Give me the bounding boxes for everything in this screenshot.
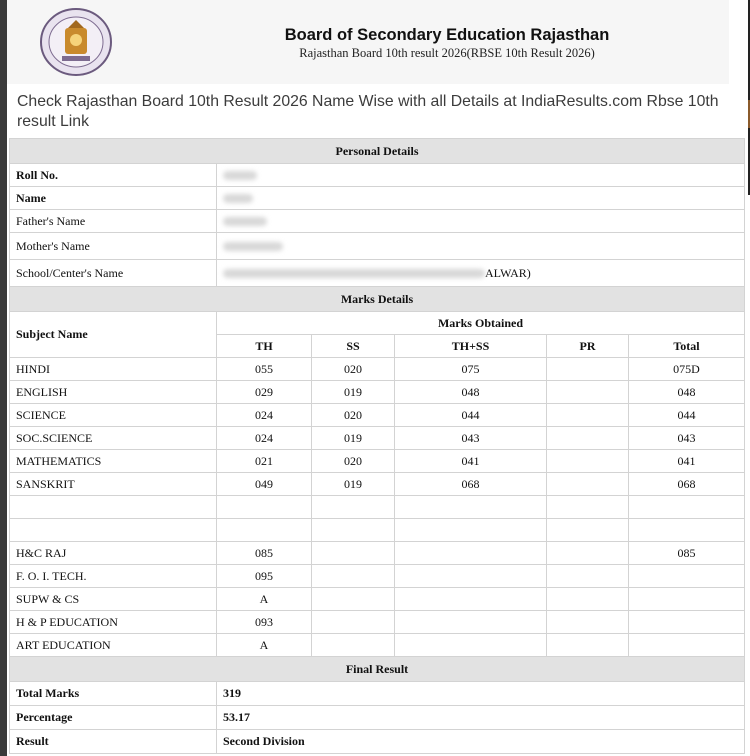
additional-subject-row [10, 565, 745, 588]
subject-ss: 019 [312, 427, 395, 450]
percentage-value: 53.17 [217, 706, 745, 730]
empty-row [10, 519, 745, 542]
subject-name: SCIENCE [10, 404, 217, 427]
subject-row [10, 381, 745, 404]
subject-th: 024 [217, 427, 312, 450]
subject-thss: 048 [395, 381, 547, 404]
additional-subject-th: A [217, 634, 312, 657]
additional-subject-row [10, 634, 745, 657]
percentage-label: Percentage [10, 706, 217, 730]
additional-subject-th: 085 [217, 542, 312, 565]
additional-subject-name: F. O. I. TECH. [10, 565, 217, 588]
additional-subject-th: 095 [217, 565, 312, 588]
window-left-edge [0, 0, 7, 756]
additional-subject-name: H&C RAJ [10, 542, 217, 565]
subject-ss: 019 [312, 381, 395, 404]
additional-subject-name: H & P EDUCATION [10, 611, 217, 634]
father-value-redacted [217, 210, 745, 233]
additional-subject-row [10, 588, 745, 611]
subject-total: 043 [629, 427, 745, 450]
additional-subject-total [629, 634, 745, 657]
subject-pr [547, 358, 629, 381]
subject-total: 041 [629, 450, 745, 473]
subject-th: 021 [217, 450, 312, 473]
subject-pr [547, 381, 629, 404]
school-row [10, 260, 745, 287]
subject-name: SANSKRIT [10, 473, 217, 496]
additional-subject-name: ART EDUCATION [10, 634, 217, 657]
board-seal-icon [38, 6, 114, 78]
additional-subject-row [10, 611, 745, 634]
subject-thss: 043 [395, 427, 547, 450]
result-value: Second Division [217, 730, 745, 754]
personal-details-header [10, 139, 745, 164]
subject-thss: 044 [395, 404, 547, 427]
subject-row [10, 427, 745, 450]
additional-subject-th: A [217, 588, 312, 611]
result-table [9, 138, 745, 754]
roll-row [10, 164, 745, 187]
board-title: Board of Secondary Education Rajasthan [284, 26, 610, 44]
additional-subject-th: 093 [217, 611, 312, 634]
school-visible-suffix: ALWAR) [485, 265, 531, 280]
page-header [7, 0, 729, 84]
subject-th: 024 [217, 404, 312, 427]
additional-subject-total [629, 565, 745, 588]
subject-total: 075D [629, 358, 745, 381]
marks-details-title: Marks Details [10, 287, 745, 312]
subject-thss: 041 [395, 450, 547, 473]
subject-th: 055 [217, 358, 312, 381]
col-ss-header: SS [312, 335, 395, 358]
mother-value-redacted [217, 233, 745, 260]
subject-row [10, 450, 745, 473]
name-row [10, 187, 745, 210]
roll-label: Roll No. [10, 164, 217, 187]
total-marks-value: 319 [217, 682, 745, 706]
marks-details-header [10, 287, 745, 312]
subject-ss: 020 [312, 404, 395, 427]
subject-name: MATHEMATICS [10, 450, 217, 473]
school-value [217, 260, 745, 287]
board-subtitle: Rajasthan Board 10th result 2026(RBSE 10th Result 2026) [299, 46, 595, 60]
mother-label: Mother's Name [10, 233, 217, 260]
subject-name-header: Subject Name [10, 312, 217, 358]
subject-row [10, 473, 745, 496]
roll-value-redacted [217, 164, 745, 187]
final-result-header [10, 657, 745, 682]
result-page [7, 0, 748, 756]
name-label: Name [10, 187, 217, 210]
page-headline: Check Rajasthan Board 10th Result 2026 Name Wise with all Details at IndiaResults.com Rbse 10th result Link [17, 93, 719, 130]
total-marks-row [10, 682, 745, 706]
additional-subject-name: SUPW & CS [10, 588, 217, 611]
subject-row [10, 358, 745, 381]
personal-details-title: Personal Details [10, 139, 745, 164]
additional-subject-total: 085 [629, 542, 745, 565]
subject-name: HINDI [10, 358, 217, 381]
marks-header-row [10, 312, 745, 335]
additional-subject-row [10, 542, 745, 565]
final-result-title: Final Result [10, 657, 745, 682]
col-total-header: Total [629, 335, 745, 358]
subject-th: 049 [217, 473, 312, 496]
subject-total: 068 [629, 473, 745, 496]
col-thss-header: TH+SS [395, 335, 547, 358]
subject-pr [547, 450, 629, 473]
mother-row [10, 233, 745, 260]
subject-pr [547, 427, 629, 450]
name-value-redacted [217, 187, 745, 210]
percentage-row [10, 706, 745, 730]
additional-subject-total [629, 611, 745, 634]
subject-pr [547, 404, 629, 427]
col-th-header: TH [217, 335, 312, 358]
result-row [10, 730, 745, 754]
subject-ss: 020 [312, 450, 395, 473]
marks-obtained-header: Marks Obtained [217, 312, 745, 335]
school-label: School/Center's Name [10, 260, 217, 287]
result-label: Result [10, 730, 217, 754]
subject-ss: 019 [312, 473, 395, 496]
total-marks-label: Total Marks [10, 682, 217, 706]
subject-th: 029 [217, 381, 312, 404]
subject-ss: 020 [312, 358, 395, 381]
subject-row [10, 404, 745, 427]
subject-thss: 068 [395, 473, 547, 496]
father-label: Father's Name [10, 210, 217, 233]
additional-subject-total [629, 588, 745, 611]
subject-total: 048 [629, 381, 745, 404]
subject-total: 044 [629, 404, 745, 427]
father-row [10, 210, 745, 233]
col-pr-header: PR [547, 335, 629, 358]
subject-name: ENGLISH [10, 381, 217, 404]
subject-pr [547, 473, 629, 496]
empty-row [10, 496, 745, 519]
subject-name: SOC.SCIENCE [10, 427, 217, 450]
subject-thss: 075 [395, 358, 547, 381]
